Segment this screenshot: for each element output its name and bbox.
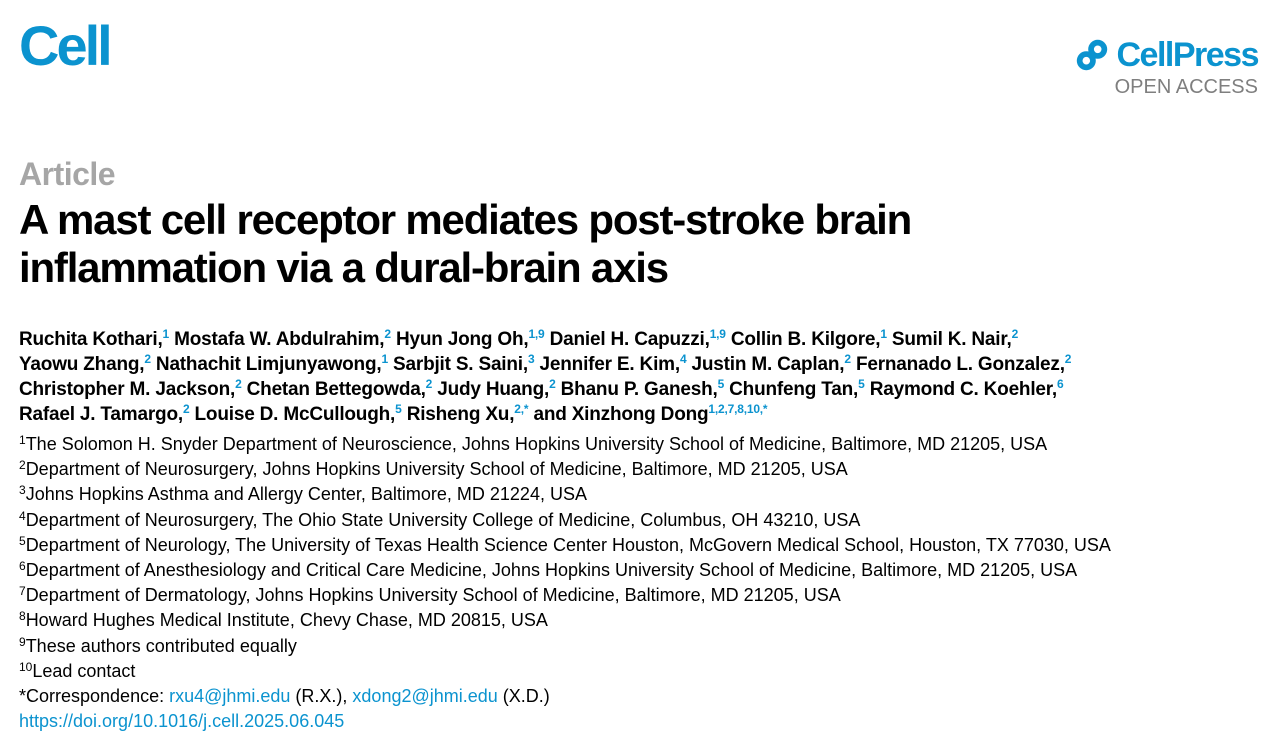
author-name: Raymond C. Koehler, [869, 379, 1058, 400]
author [692, 354, 851, 375]
author-name: Chunfeng Tan, [729, 379, 859, 400]
affiliation-text: Johns Hopkins Asthma and Allergy Center, Baltimore, MD 21224, USA [25, 484, 587, 505]
article-type: Article [19, 156, 116, 192]
affiliation-number: 2 [19, 458, 26, 473]
article-title-line: A mast cell receptor mediates post-stroke brain [19, 196, 912, 243]
affiliation-item [19, 457, 1269, 482]
affiliation-marker: 5 [717, 377, 725, 391]
author-name: Hyun Jong Oh, [395, 329, 529, 350]
affiliation-number: 7 [19, 584, 26, 599]
author-name: Sumil K. Nair, [891, 329, 1012, 350]
affiliation-marker: 1,2,7,8,10,* [708, 402, 768, 416]
author [19, 329, 169, 350]
author-line [19, 377, 1269, 402]
affiliation-number: 4 [19, 508, 26, 523]
affiliation-text: These authors contributed equally [25, 635, 297, 656]
affiliation-item [19, 533, 1269, 558]
affiliation-text: Department of Neurology, The University of Texas Health Science Center Houston, McGovern Medical School, Houston, TX 77030, USA [25, 534, 1111, 555]
author [393, 354, 534, 375]
author [856, 354, 1071, 375]
author-name: Louise D. McCullough, [194, 404, 396, 425]
affiliation-item [19, 634, 1269, 659]
doi-line [19, 709, 1269, 734]
article-title-line: inflammation via a dural-brain axis [19, 244, 668, 291]
article-title [19, 196, 1239, 292]
affiliations-block [19, 432, 1269, 734]
affiliation-text: Department of Neurosurgery, The Ohio State University College of Medicine, Columbus, OH 43210, USA [25, 509, 861, 530]
affiliation-marker: 2 [844, 352, 851, 366]
email-link[interactable]: rxu4@jhmi.edu [169, 686, 291, 707]
author-line [19, 402, 1269, 427]
author [19, 354, 151, 375]
affiliation-marker: 2 [182, 402, 190, 416]
affiliation-item [19, 558, 1269, 583]
affiliation-marker: 3 [527, 352, 535, 366]
author [247, 379, 433, 400]
author [561, 379, 724, 400]
publisher-branding [1073, 36, 1259, 97]
author-name: Collin B. Kilgore, [730, 329, 881, 350]
author [156, 354, 388, 375]
affiliation-item [19, 583, 1269, 608]
author-name: Bhanu P. Ganesh, [560, 379, 718, 400]
affiliation-marker: 2 [1011, 327, 1019, 341]
affiliation-item [19, 482, 1269, 507]
affiliation-marker: 2 [384, 327, 391, 341]
author [174, 329, 391, 350]
affiliation-text: The Solomon H. Snyder Department of Neuroscience, Johns Hopkins University School of Medicine, Baltimore, MD 21205, USA [25, 434, 1048, 454]
cellpress-logo-icon [1073, 36, 1111, 74]
affiliation-marker: 1,9 [528, 327, 545, 341]
correspondence-label: *Correspondence: [19, 686, 170, 707]
author-name: Daniel H. Capuzzi, [549, 329, 710, 350]
author-name: Sarbjit S. Saini, [393, 354, 528, 375]
author-line [19, 352, 1269, 377]
affiliation-number: 10 [19, 659, 33, 674]
email-attribution: (R.X.), [290, 686, 353, 707]
affiliation-item [19, 508, 1269, 533]
author-name: Ruchita Kothari, [19, 329, 163, 350]
author-name: Yaowu Zhang, [19, 354, 145, 375]
author-name: and Xinzhong Dong [533, 404, 709, 425]
publisher-name: CellPress [1116, 36, 1258, 74]
author [731, 329, 887, 350]
author [729, 379, 864, 400]
affiliation-item [19, 608, 1269, 633]
author-name: Jennifer E. Kim, [539, 354, 680, 375]
author-line [19, 327, 1269, 352]
author-name: Rafael J. Tamargo, [19, 404, 183, 425]
email-attribution: (X.D.) [497, 686, 550, 707]
affiliation-text: Howard Hughes Medical Institute, Chevy Chase, MD 20815, USA [25, 610, 548, 631]
affiliation-number: 5 [19, 533, 26, 548]
affiliation-list [19, 432, 1269, 684]
affiliation-marker: 6 [1057, 377, 1064, 391]
affiliation-marker: 1 [381, 352, 388, 366]
doi-link[interactable]: https://doi.org/10.1016/j.cell.2025.06.045 [19, 711, 345, 732]
author-name: Nathachit Limjunyawong, [155, 354, 382, 375]
author-name: Chetan Bettegowda, [246, 379, 426, 400]
affiliation-marker: 1 [880, 327, 887, 341]
author [550, 329, 726, 350]
affiliation-text: Department of Anesthesiology and Critical Care Medicine, Johns Hopkins University School of Medicine, Baltimore, MD 21205, USA [25, 560, 1078, 581]
author-name: Christopher M. Jackson, [19, 379, 236, 400]
affiliation-marker: 1 [162, 327, 170, 341]
affiliation-marker: 2 [425, 377, 433, 391]
publisher-logo [1073, 36, 1259, 74]
author-name: Risheng Xu, [406, 404, 515, 425]
affiliation-marker: 2 [549, 377, 556, 391]
affiliation-item [19, 659, 1269, 684]
affiliation-number: 6 [19, 559, 26, 574]
affiliation-text: Lead contact [32, 660, 136, 681]
author [870, 379, 1064, 400]
author-list [19, 327, 1269, 427]
author-name: Fernanado L. Gonzalez, [855, 354, 1065, 375]
affiliation-marker: 2 [235, 377, 242, 391]
email-link[interactable]: xdong2@jhmi.edu [352, 686, 498, 707]
affiliation-number: 1 [19, 433, 26, 447]
author [19, 379, 242, 400]
author [407, 404, 529, 425]
author-name: Mostafa W. Abdulrahim, [174, 329, 385, 350]
author-name: Justin M. Caplan, [691, 354, 845, 375]
affiliation-marker: 2,* [514, 402, 529, 416]
affiliation-marker: 2 [1064, 352, 1072, 366]
author [437, 379, 555, 400]
author [892, 329, 1018, 350]
affiliation-marker: 5 [395, 402, 402, 416]
affiliation-marker: 2 [144, 352, 151, 366]
open-access-label: OPEN ACCESS [1114, 76, 1258, 98]
affiliation-marker: 1,9 [709, 327, 726, 341]
affiliation-marker: 4 [679, 352, 687, 366]
correspondence-line [19, 684, 1269, 709]
affiliation-number: 9 [19, 634, 26, 649]
affiliation-marker: 5 [858, 377, 865, 391]
author [19, 404, 189, 425]
author [396, 329, 545, 350]
affiliation-text: Department of Dermatology, Johns Hopkins University School of Medicine, Baltimore, MD 21205, USA [25, 585, 841, 606]
author [195, 404, 402, 425]
affiliation-item [19, 432, 1269, 457]
journal-logo: Cell [19, 14, 110, 77]
affiliation-text: Department of Neurosurgery, Johns Hopkins University School of Medicine, Baltimore, MD 21205, USA [25, 459, 848, 480]
affiliation-number: 8 [19, 609, 26, 624]
author [533, 404, 767, 425]
affiliation-number: 3 [19, 483, 26, 498]
author-name: Judy Huang, [437, 379, 550, 400]
author [540, 354, 687, 375]
